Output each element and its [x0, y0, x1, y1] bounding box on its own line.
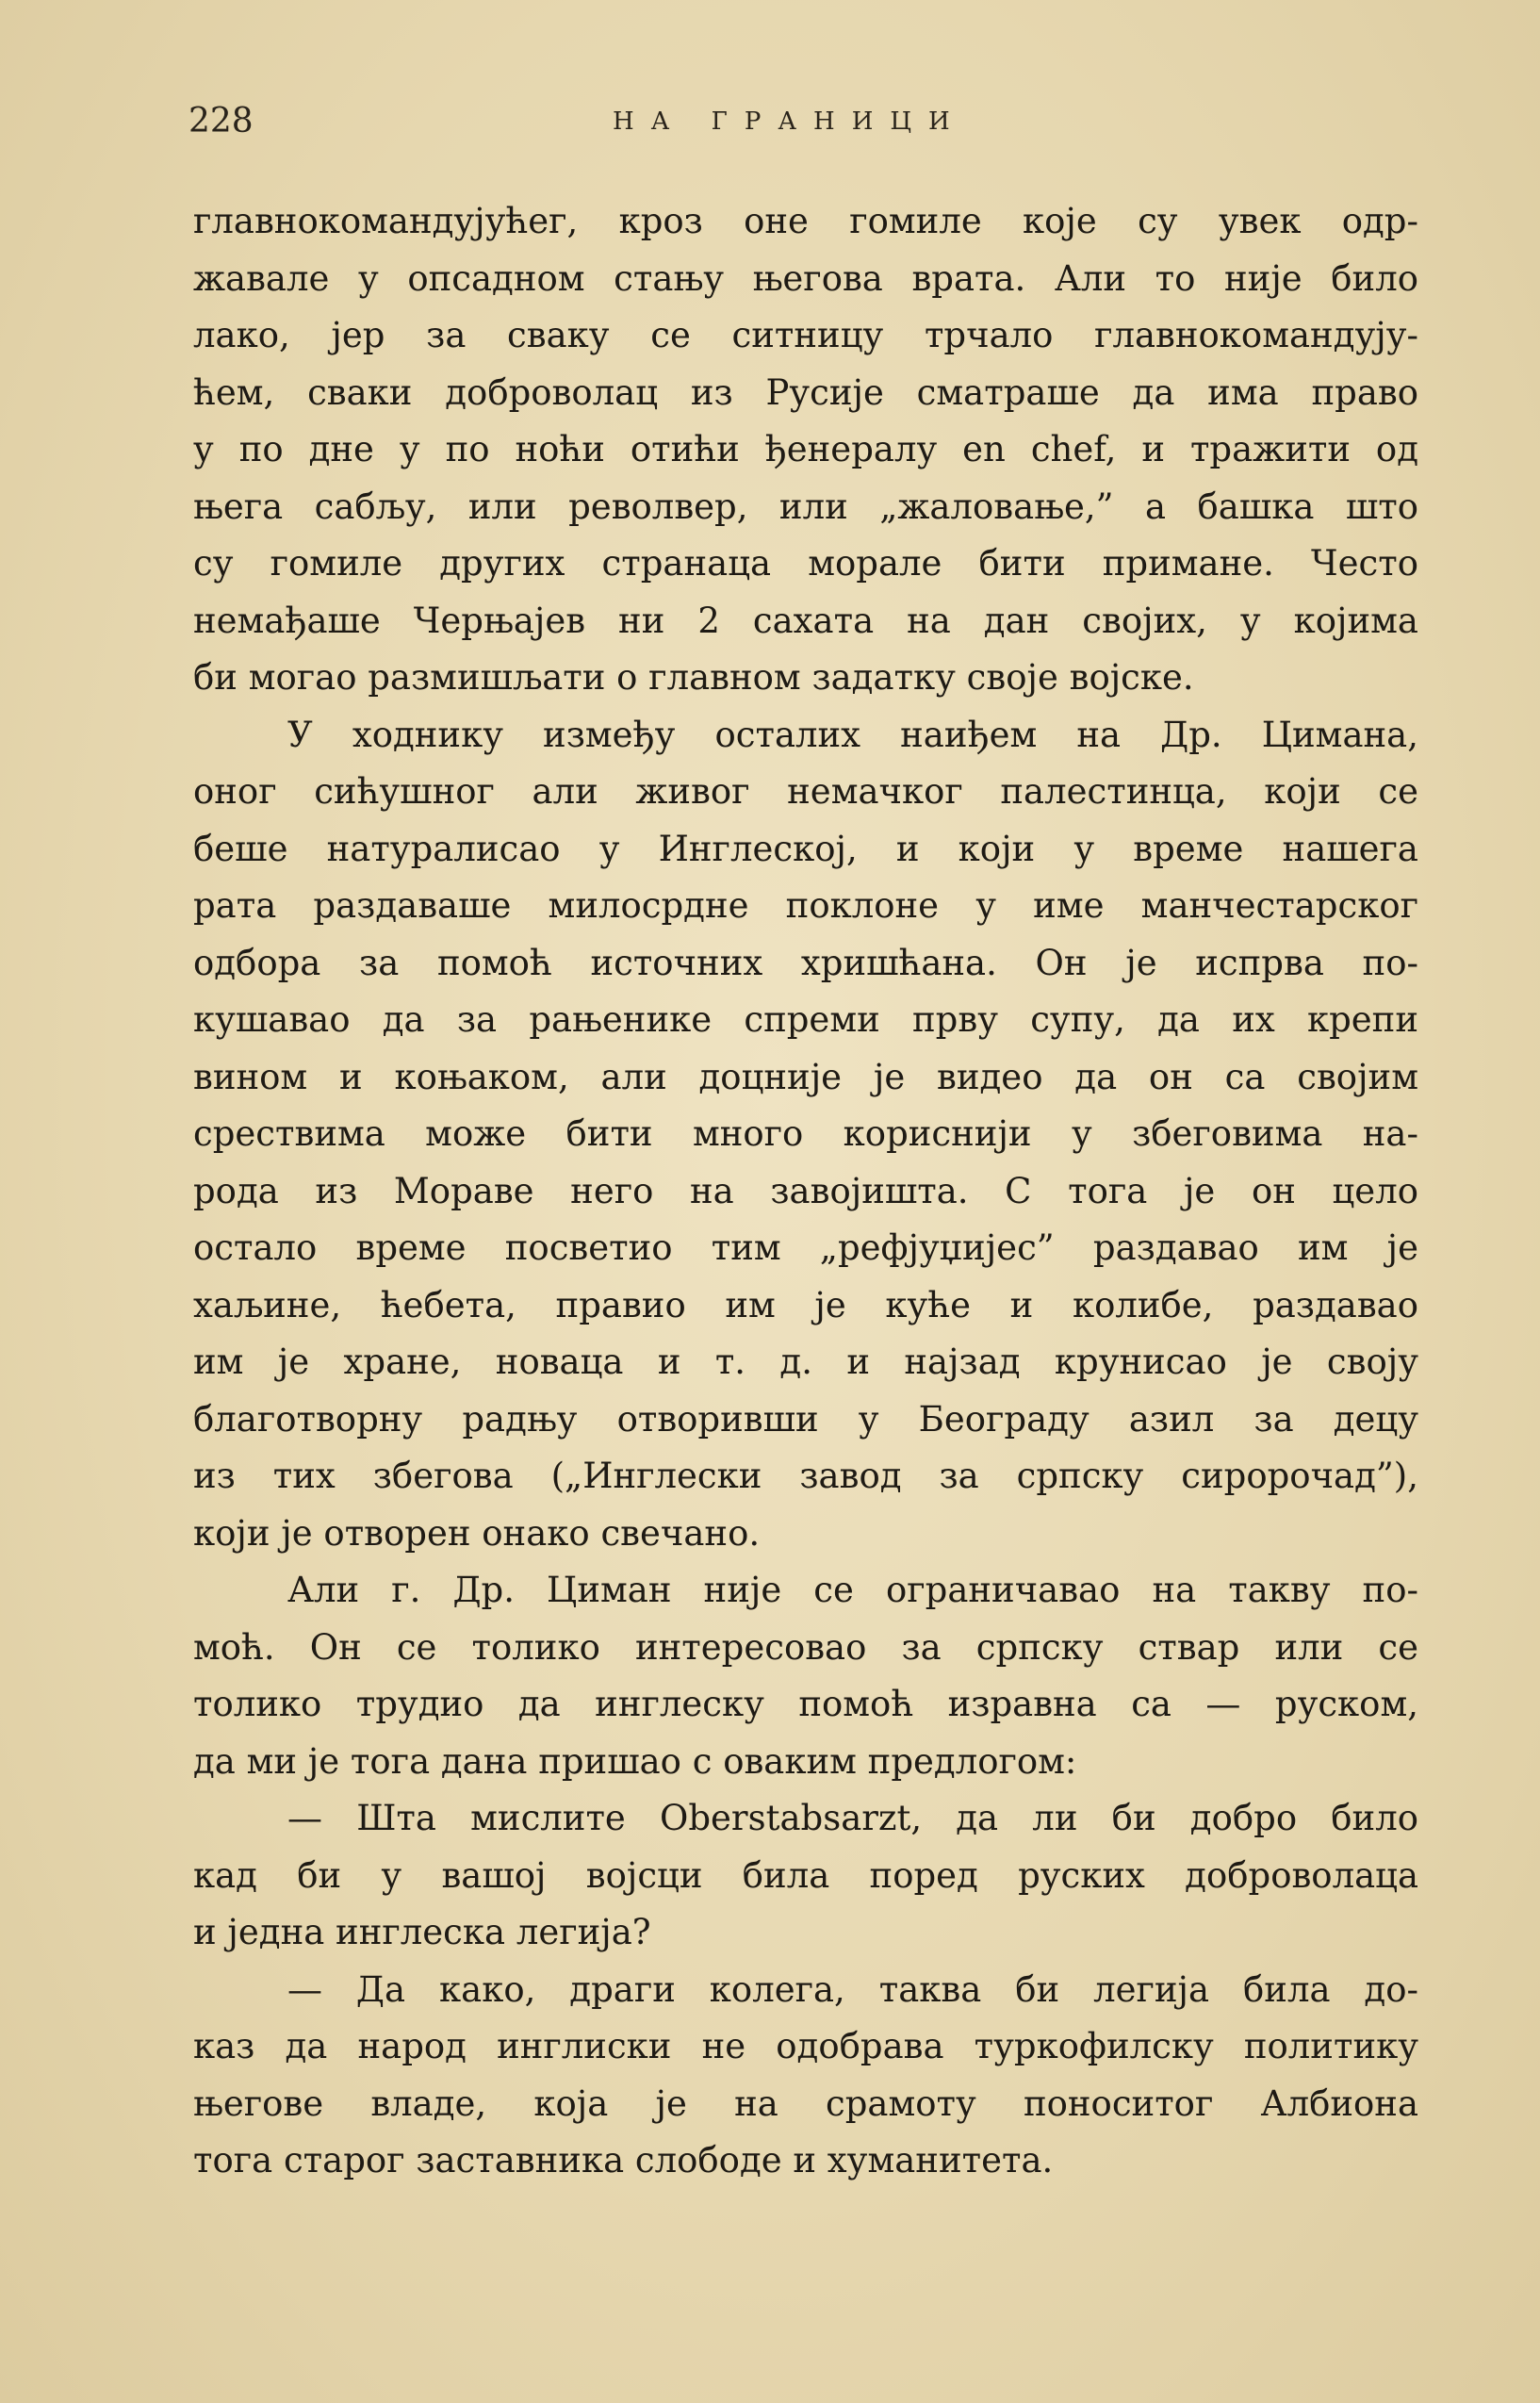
text-line: лако, јер за сваку се ситницу трчало главнокомандују- — [193, 315, 1418, 355]
text-line: рода из Мораве него на завојишта. С тога је он цело — [193, 1170, 1418, 1211]
text-line: беше натуралисао у Инглеској, и који у време нашега — [193, 828, 1418, 869]
text-line: одбора за помоћ источних хришћана. Он је испрва по- — [193, 942, 1418, 983]
text-line: — Да како, драги колега, таква би легија била до- — [287, 1968, 1418, 2010]
text-line: остало време посветио тим „рефјуџијес” раздавао им је — [193, 1227, 1418, 1268]
text-line: њега сабљу, или револвер, или „жаловање,” а башка што — [193, 486, 1418, 527]
text-line: — Шта мислите Oberstabsarzt, да ли би добро било — [287, 1798, 1418, 1838]
text-line: У ходнику између осталих наиђем на Др. Цимана, — [287, 714, 1418, 755]
text-line: су гомиле других странаца морале бити примане. Често — [193, 543, 1418, 584]
text-line: из тих збегова („Инглески завод за српску сиророчад”), — [193, 1456, 1418, 1496]
text-line: кад би у вашој војсци била поред руских доброволаца — [193, 1854, 1418, 1896]
text-line: који је отворен онако свечано. — [193, 1512, 761, 1554]
page-number: 228 — [188, 102, 254, 140]
text-line: ћем, сваки доброволац из Русије сматраше да има право — [193, 371, 1418, 413]
text-line: Али г. Др. Циман није се ограничавао на такву по- — [287, 1570, 1418, 1610]
text-line: главнокомандујућег, кроз оне гомиле које су увек одр- — [193, 201, 1418, 241]
text-line: немађаше Черњајев ни 2 сахата на дан својих, у којима — [193, 600, 1418, 641]
text-line: кушавао да за рањенике спреми прву супу, да их крепи — [193, 999, 1418, 1040]
text-line: и једна инглеска легија? — [193, 1912, 651, 1952]
text-line: оног сићушног али живог немачког палестинца, који се — [193, 771, 1418, 812]
text-line: толико трудио да инглеску помоћ изравна са — руском, — [193, 1684, 1418, 1724]
text-line: моћ. Он се толико интересовао за српску ствар или се — [193, 1626, 1418, 1668]
text-line: хаљине, ћебета, правио им је куће и колибе, раздавао — [193, 1284, 1418, 1325]
text-line: срествима може бити много кориснији у збеговима на- — [193, 1113, 1418, 1154]
text-line: вином и коњаком, али доцније је видео да он са својим — [193, 1056, 1418, 1097]
paragraph-3 — [193, 1562, 1418, 1790]
text-line: рата раздаваше милосрдне поклоне у име манчестарског — [193, 885, 1418, 926]
body-text — [193, 193, 1418, 2190]
paragraph-5 — [193, 1962, 1418, 2190]
paragraph-1 — [193, 193, 1418, 707]
paragraph-2 — [193, 707, 1418, 1563]
running-title: НА ГРАНИЦИ — [613, 107, 967, 136]
text-line: би могао размишљати о главном задатку своје војске. — [193, 657, 1194, 698]
paragraph-4 — [193, 1790, 1418, 1962]
page-header — [188, 102, 1414, 149]
text-line: тога старог заставника слободе и хуманитета. — [193, 2140, 1054, 2181]
text-line: његове владе, која је на срамоту поноситог Албиона — [193, 2082, 1418, 2124]
text-line: да ми је тога дана пришао с оваким предлогом: — [193, 1740, 1077, 1782]
text-line: у по дне у по ноћи отићи ђенералу en chef, и тражити од — [193, 429, 1418, 469]
text-line: каз да народ инглиски не одобрава туркофилску политику — [193, 2026, 1418, 2066]
text-line: жавале у опсадном стању његова врата. Али то није било — [193, 257, 1418, 299]
text-line: им је хране, новаца и т. д. и најзад крунисао је своју — [193, 1341, 1418, 1382]
text-line: благотворну радњу отворивши у Београду азил за децу — [193, 1398, 1418, 1440]
